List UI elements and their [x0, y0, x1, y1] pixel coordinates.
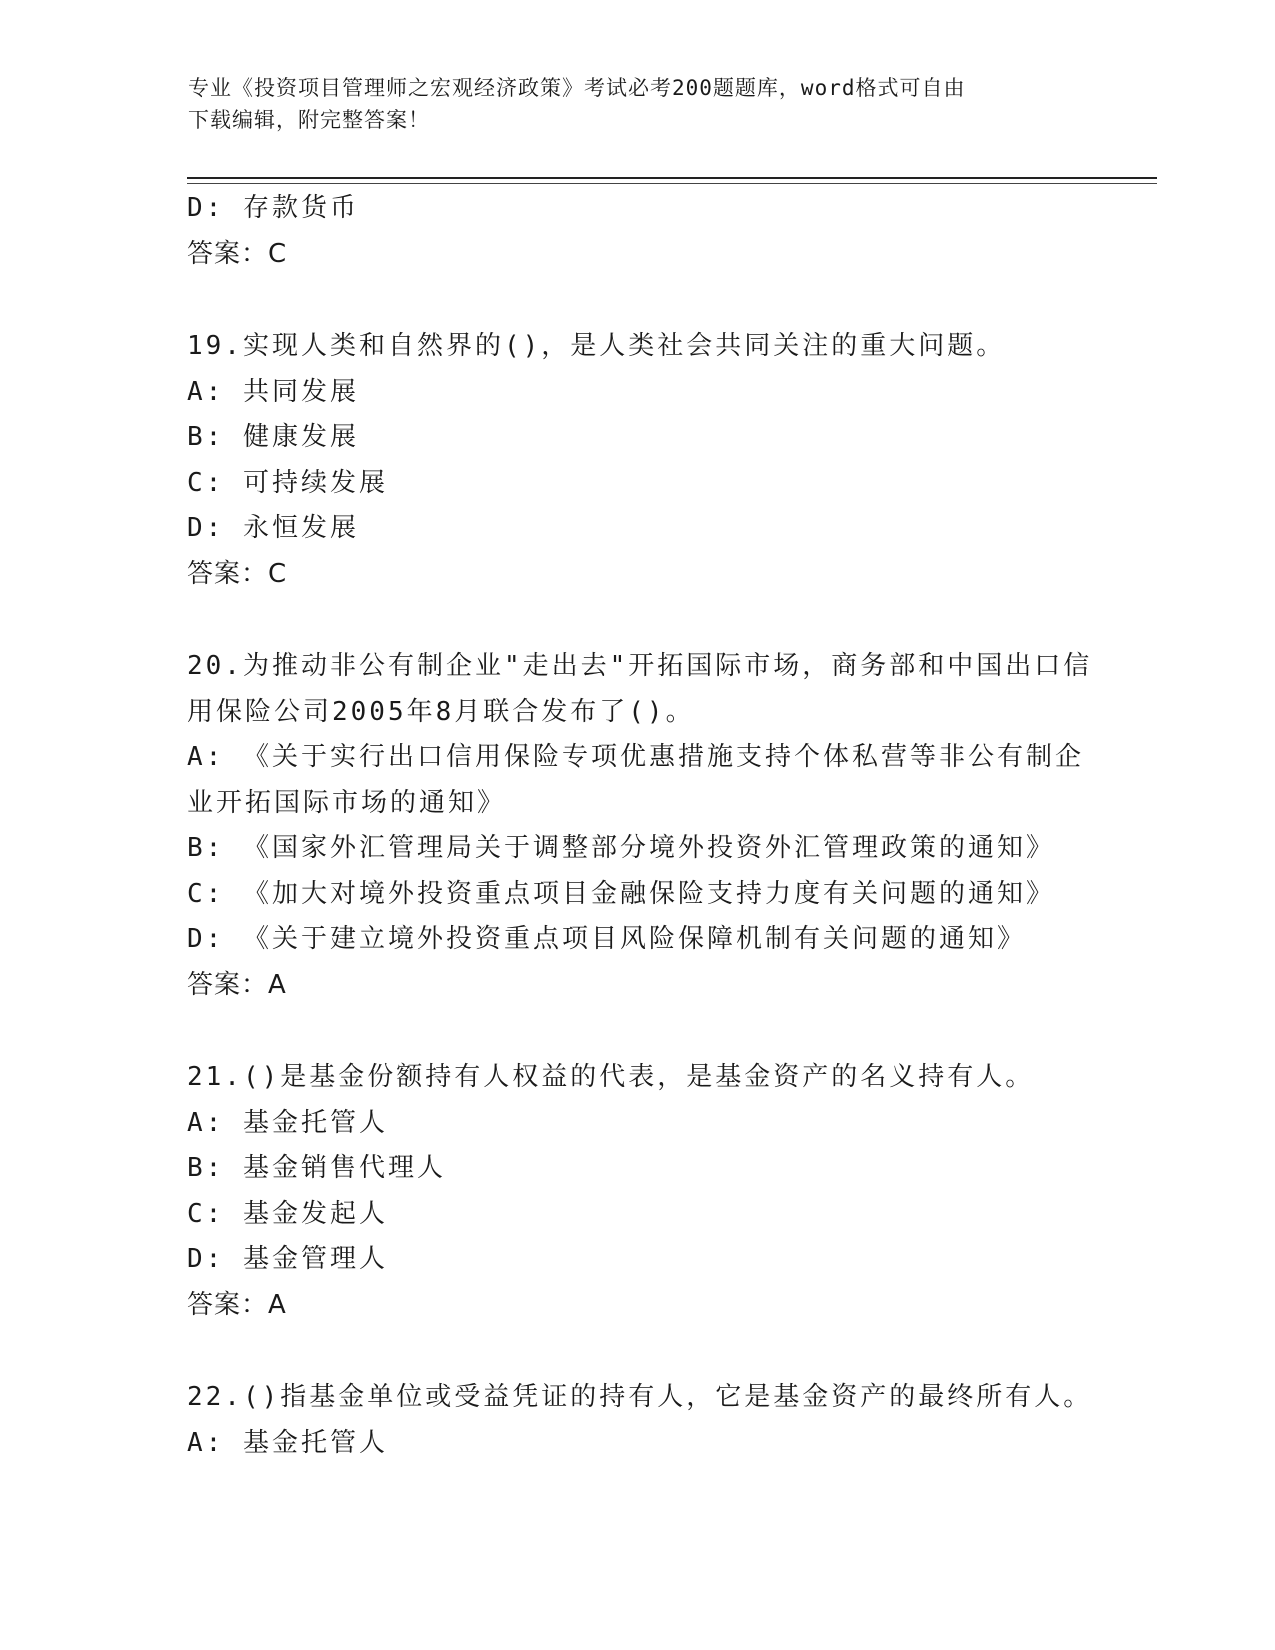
- option-b: B: 基金销售代理人: [187, 1153, 446, 1183]
- question-22: [187, 1375, 1093, 1466]
- option-d: D: 基金管理人: [187, 1244, 388, 1274]
- option-c: C: 《加大对境外投资重点项目金融保险支持力度有关问题的通知》: [187, 878, 1055, 909]
- question-stem: 22.()指基金单位或受益凭证的持有人，它是基金资产的最终所有人。: [187, 1382, 1093, 1412]
- question-20: [187, 644, 1093, 1008]
- question-stem-line-2: 用保险公司2005年8月联合发布了()。: [187, 696, 695, 727]
- option-a-line-2: 业开拓国际市场的通知》: [187, 787, 507, 818]
- option-a: A: 基金托管人: [187, 1427, 388, 1458]
- answer-line: 答案：A: [187, 969, 287, 1000]
- header-rule-thin: [187, 183, 1157, 184]
- option-c: C: 可持续发展: [187, 467, 388, 498]
- option-d: D: 永恒发展: [187, 513, 359, 543]
- option-d: D: 《关于建立境外投资重点项目风险保障机制有关问题的通知》: [187, 924, 1026, 954]
- answer-line: 答案：C: [187, 238, 288, 269]
- answer-line: 答案：C: [187, 558, 288, 589]
- option-a: A: 共同发展: [187, 376, 359, 407]
- question-21: [187, 1055, 1087, 1328]
- option-a-line-1: A: 《关于实行出口信用保险专项优惠措施支持个体私营等非公有制企: [187, 742, 1084, 772]
- answer-line: 答案：A: [187, 1289, 287, 1320]
- option-d: D: 存款货币: [187, 193, 359, 223]
- question-stem-line-1: 20.为推动非公有制企业"走出去"开拓国际市场，商务部和中国出口信: [187, 651, 1093, 681]
- previous-question-tail: [187, 186, 1087, 277]
- question-list: [187, 186, 1093, 1466]
- header-line-1: 专业《投资项目管理师之宏观经济政策》考试必考200题题库，word格式可自由: [188, 76, 966, 100]
- option-c: C: 基金发起人: [187, 1198, 388, 1229]
- option-b: B: 健康发展: [187, 422, 359, 452]
- document-header: [188, 72, 1068, 136]
- option-a: A: 基金托管人: [187, 1107, 388, 1138]
- question-stem: 19.实现人类和自然界的()，是人类社会共同关注的重大问题。: [187, 331, 1006, 361]
- question-19: [187, 324, 1087, 597]
- header-line-2: 下载编辑，附完整答案！: [188, 108, 430, 132]
- question-stem: 21.()是基金份额持有人权益的代表，是基金资产的名义持有人。: [187, 1062, 1035, 1092]
- header-rule-thick: [187, 177, 1157, 179]
- option-b: B: 《国家外汇管理局关于调整部分境外投资外汇管理政策的通知》: [187, 833, 1055, 863]
